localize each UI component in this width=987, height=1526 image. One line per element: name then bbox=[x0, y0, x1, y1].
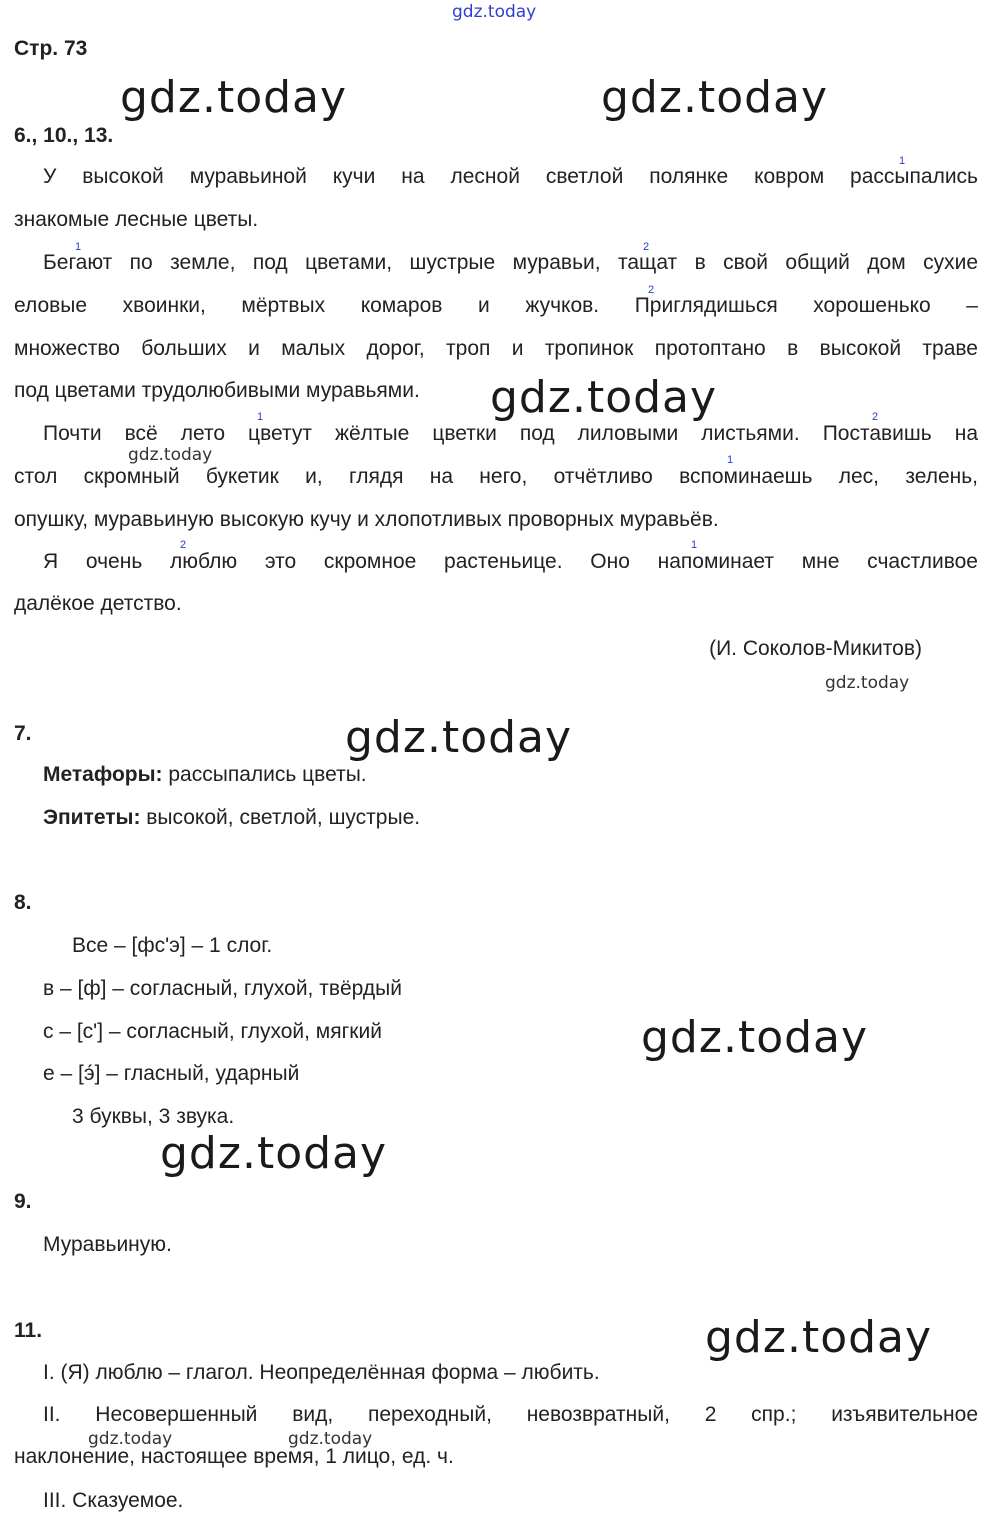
watermark: gdz.today bbox=[705, 1312, 933, 1363]
text-line: множество больших и малых дорог, троп и тропинок протоптано в высокой траве bbox=[14, 337, 978, 360]
watermark-top: gdz.today bbox=[452, 2, 537, 22]
phonetic-line: 3 буквы, 3 звука. bbox=[72, 1105, 235, 1128]
metaphors-text: рассыпались цветы. bbox=[162, 763, 367, 786]
conjugation-mark: 1 bbox=[75, 241, 82, 253]
task-9-answer: Муравьиную. bbox=[43, 1233, 172, 1256]
phonetic-line: Все – [фс'э] – 1 слог. bbox=[72, 934, 273, 957]
morphology-line: III. Сказуемое. bbox=[43, 1489, 184, 1512]
task-9-heading: 9. bbox=[14, 1190, 32, 1213]
text-line: стол скромный букетик и, глядя на него, отчётливо вспоминаешь лес, зелень, bbox=[14, 465, 978, 488]
watermark-small: gdz.today bbox=[88, 1429, 173, 1449]
conjugation-mark: 2 bbox=[872, 411, 879, 423]
task-6-heading: 6., 10., 13. bbox=[14, 124, 114, 147]
morphology-line: наклонение, настоящее время, 1 лицо, ед. ч. bbox=[14, 1445, 454, 1468]
watermark: gdz.today bbox=[641, 1012, 869, 1063]
watermark-small: gdz.today bbox=[128, 445, 213, 465]
task-7-heading: 7. bbox=[14, 722, 32, 745]
epithets-label: Эпитеты: bbox=[43, 806, 141, 829]
morphology-line: II. Несовершенный вид, переходный, невозвратный, 2 спр.; изъявительное bbox=[43, 1403, 978, 1426]
text-line: знакомые лесные цветы. bbox=[14, 208, 259, 231]
watermark-small: gdz.today bbox=[825, 673, 910, 693]
text-line: Почти всё лето цветут жёлтые цветки под лиловыми листьями. Поставишь на bbox=[43, 422, 978, 445]
metaphors-line bbox=[43, 763, 367, 787]
watermark: gdz.today bbox=[601, 72, 829, 123]
text-line: опушку, муравьиную высокую кучу и хлопотливых проворных муравьёв. bbox=[14, 508, 719, 531]
conjugation-mark: 2 bbox=[643, 241, 650, 253]
author-credit: (И. Соколов-Микитов) bbox=[709, 637, 922, 660]
text-line: У высокой муравьиной кучи на лесной светлой полянке ковром рассыпались bbox=[43, 165, 978, 188]
conjugation-mark: 1 bbox=[691, 539, 698, 551]
watermark: gdz.today bbox=[490, 372, 718, 423]
text-line: далёкое детство. bbox=[14, 592, 182, 615]
epithets-text: высокой, светлой, шустрые. bbox=[140, 806, 421, 829]
conjugation-mark: 1 bbox=[257, 411, 264, 423]
watermark: gdz.today bbox=[160, 1128, 388, 1179]
text-line: под цветами трудолюбивыми муравьями. bbox=[14, 379, 420, 402]
phonetic-line: с – [с'] – согласный, глухой, мягкий bbox=[43, 1020, 382, 1043]
morphology-line: I. (Я) люблю – глагол. Неопределённая форма – любить. bbox=[43, 1361, 600, 1384]
task-8-heading: 8. bbox=[14, 891, 32, 914]
watermark-small: gdz.today bbox=[288, 1429, 373, 1449]
conjugation-mark: 1 bbox=[899, 155, 906, 167]
text-line: еловые хвоинки, мёртвых комаров и жучков. Приглядишься хорошенько – bbox=[14, 294, 978, 317]
watermark: gdz.today bbox=[345, 712, 573, 763]
phonetic-line: е – [э́] – гласный, ударный bbox=[43, 1062, 300, 1085]
text-line: Бегают по земле, под цветами, шустрые муравьи, тащат в свой общий дом сухие bbox=[43, 251, 978, 274]
conjugation-mark: 1 bbox=[727, 454, 734, 466]
metaphors-label: Метафоры: bbox=[43, 763, 163, 786]
conjugation-mark: 2 bbox=[648, 284, 655, 296]
task-11-heading: 11. bbox=[14, 1319, 43, 1342]
watermark: gdz.today bbox=[120, 72, 348, 123]
page-number-heading: Стр. 73 bbox=[14, 37, 88, 60]
epithets-line bbox=[43, 806, 420, 830]
text-line: Я очень люблю это скромное растеньице. Оно напоминает мне счастливое bbox=[43, 550, 978, 573]
phonetic-line: в – [ф] – согласный, глухой, твёрдый bbox=[43, 977, 402, 1000]
conjugation-mark: 2 bbox=[180, 539, 187, 551]
